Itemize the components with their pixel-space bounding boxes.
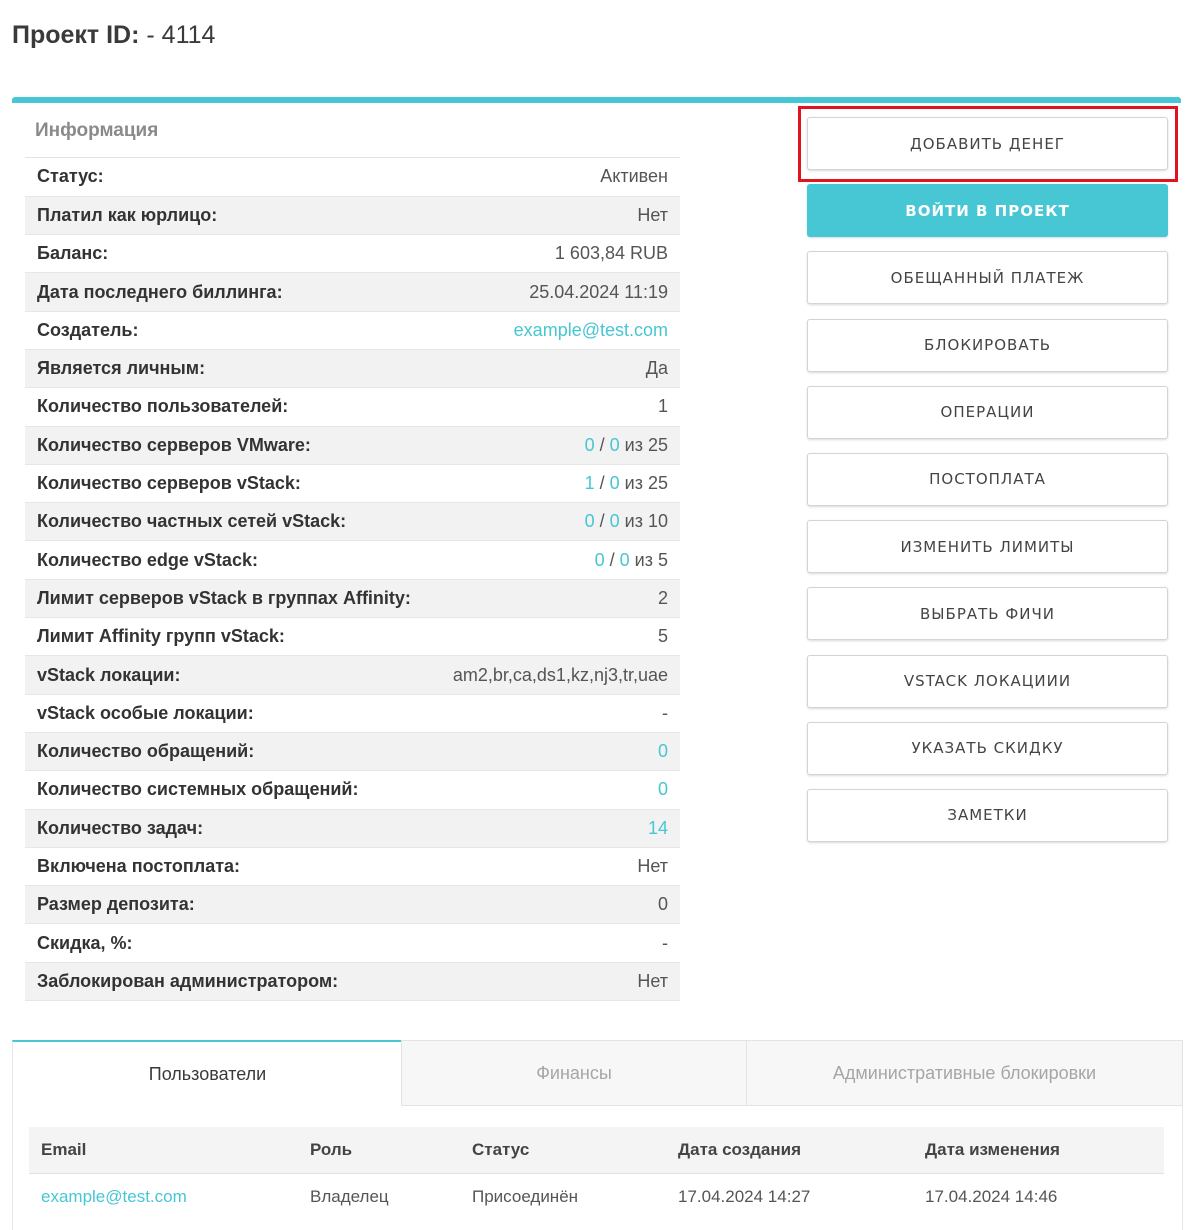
info-label: Количество пользователей: bbox=[25, 388, 366, 426]
info-value: am2,br,ca,ds1,kz,nj3,tr,uae bbox=[366, 656, 680, 694]
table-row bbox=[29, 1174, 1164, 1221]
info-row-postpaid bbox=[25, 847, 680, 885]
limit-text: из 25 bbox=[619, 434, 668, 455]
vstack-networks-b-link[interactable]: 0 bbox=[609, 511, 620, 532]
limit-text: из 25 bbox=[619, 473, 668, 494]
info-row-tasks bbox=[25, 809, 680, 847]
postpaid-button[interactable]: ПОСТОПЛАТА bbox=[807, 453, 1168, 506]
tabs-bar bbox=[12, 1040, 1183, 1106]
info-heading: Информация bbox=[25, 106, 680, 158]
info-row-tickets bbox=[25, 732, 680, 770]
tab-users[interactable]: Пользователи bbox=[12, 1040, 402, 1106]
vstack-networks-a-link[interactable]: 0 bbox=[584, 511, 595, 532]
info-row-legal-entity bbox=[25, 196, 680, 234]
info-label: Количество серверов vStack: bbox=[25, 464, 366, 502]
page-title bbox=[12, 18, 215, 52]
users-table-header bbox=[29, 1127, 1164, 1174]
info-row-admin-blocked bbox=[25, 962, 680, 1000]
separator: / bbox=[594, 434, 610, 455]
tasks-count-link[interactable]: 14 bbox=[647, 817, 668, 838]
info-label: Баланс: bbox=[25, 235, 366, 273]
set-discount-button[interactable]: УКАЗАТЬ СКИДКУ bbox=[807, 722, 1168, 775]
info-row-personal bbox=[25, 349, 680, 387]
info-value: 25.04.2024 11:19 bbox=[366, 273, 680, 311]
info-value: Активен bbox=[366, 158, 680, 196]
user-email-link[interactable]: example@test.com bbox=[41, 1187, 187, 1206]
vmware-servers-a-link[interactable]: 0 bbox=[584, 434, 595, 455]
info-label: Скидка, %: bbox=[25, 924, 366, 962]
add-money-button[interactable]: ДОБАВИТЬ ДЕНЕГ bbox=[807, 117, 1168, 170]
operations-button[interactable]: ОПЕРАЦИИ bbox=[807, 386, 1168, 439]
info-value bbox=[366, 464, 680, 502]
page-title-label: Проект ID: bbox=[12, 21, 140, 49]
info-label: Количество серверов VMware: bbox=[25, 426, 366, 464]
info-label: Платил как юрлицо: bbox=[25, 196, 366, 234]
info-value: Да bbox=[366, 349, 680, 387]
column-header-role: Роль bbox=[298, 1127, 460, 1174]
change-limits-button[interactable]: ИЗМЕНИТЬ ЛИМИТЫ bbox=[807, 520, 1168, 573]
user-role: Владелец bbox=[310, 1187, 389, 1206]
info-label: Количество системных обращений: bbox=[25, 771, 366, 809]
actions-panel bbox=[807, 117, 1168, 856]
column-header-created: Дата создания bbox=[666, 1127, 913, 1174]
info-value bbox=[366, 541, 680, 579]
info-row-vstack-edge bbox=[25, 541, 680, 579]
project-id: - 4114 bbox=[146, 21, 216, 49]
info-row-balance bbox=[25, 235, 680, 273]
separator: / bbox=[594, 511, 610, 532]
info-value: - bbox=[366, 924, 680, 962]
info-value: 5 bbox=[366, 618, 680, 656]
enter-project-button[interactable]: ВОЙТИ В ПРОЕКТ bbox=[807, 184, 1168, 237]
separator: / bbox=[604, 549, 620, 570]
info-row-system-tickets bbox=[25, 771, 680, 809]
column-header-status: Статус bbox=[460, 1127, 666, 1174]
info-row-vstack-special-locations bbox=[25, 694, 680, 732]
column-header-email: Email bbox=[29, 1127, 298, 1174]
info-row-affinity-servers-limit bbox=[25, 579, 680, 617]
accent-divider bbox=[12, 97, 1181, 103]
limit-text: из 10 bbox=[619, 511, 668, 532]
info-label: Включена постоплата: bbox=[25, 847, 366, 885]
info-row-vstack-locations bbox=[25, 656, 680, 694]
notes-button[interactable]: ЗАМЕТКИ bbox=[807, 789, 1168, 842]
user-created-date: 17.04.2024 14:27 bbox=[678, 1187, 811, 1206]
info-label: vStack локации: bbox=[25, 656, 366, 694]
column-header-modified: Дата изменения bbox=[913, 1127, 1164, 1174]
info-panel bbox=[25, 106, 680, 1001]
info-label: vStack особые локации: bbox=[25, 694, 366, 732]
user-status: Присоединён bbox=[472, 1187, 579, 1206]
info-label: Количество edge vStack: bbox=[25, 541, 366, 579]
info-value: 2 bbox=[366, 579, 680, 617]
info-value: - bbox=[366, 694, 680, 732]
info-value: Нет bbox=[366, 962, 680, 1000]
limit-text: из 5 bbox=[629, 549, 668, 570]
vstack-edge-b-link[interactable]: 0 bbox=[619, 549, 630, 570]
info-label: Количество обращений: bbox=[25, 732, 366, 770]
info-row-vmware-servers bbox=[25, 426, 680, 464]
info-label: Количество частных сетей vStack: bbox=[25, 503, 366, 541]
info-label: Дата последнего биллинга: bbox=[25, 273, 366, 311]
info-label: Создатель: bbox=[25, 311, 366, 349]
separator: / bbox=[594, 473, 610, 494]
vstack-servers-a-link[interactable]: 1 bbox=[584, 473, 595, 494]
info-label: Размер депозита: bbox=[25, 886, 366, 924]
info-table bbox=[25, 158, 680, 1001]
info-label: Лимит Affinity групп vStack: bbox=[25, 618, 366, 656]
info-value: Нет bbox=[366, 847, 680, 885]
info-label: Количество задач: bbox=[25, 809, 366, 847]
block-button[interactable]: БЛОКИРОВАТЬ bbox=[807, 319, 1168, 372]
info-row-vstack-networks bbox=[25, 503, 680, 541]
info-value bbox=[366, 426, 680, 464]
info-value: Нет bbox=[366, 196, 680, 234]
info-row-discount bbox=[25, 924, 680, 962]
creator-email-link[interactable]: example@test.com bbox=[513, 319, 668, 340]
info-row-deposit bbox=[25, 886, 680, 924]
select-features-button[interactable]: ВЫБРАТЬ ФИЧИ bbox=[807, 587, 1168, 640]
vstack-servers-b-link[interactable]: 0 bbox=[609, 473, 620, 494]
info-row-vstack-servers bbox=[25, 464, 680, 502]
info-value bbox=[366, 503, 680, 541]
tab-admin-blocks[interactable]: Административные блокировки bbox=[746, 1040, 1183, 1106]
vmware-servers-b-link[interactable]: 0 bbox=[609, 434, 620, 455]
info-row-affinity-groups-limit bbox=[25, 618, 680, 656]
info-label: Лимит серверов vStack в группах Affinity: bbox=[25, 579, 366, 617]
info-value: 1 bbox=[366, 388, 680, 426]
info-label: Статус: bbox=[25, 158, 366, 196]
info-label: Заблокирован администратором: bbox=[25, 962, 366, 1000]
info-row-last-billing bbox=[25, 273, 680, 311]
info-label: Является личным: bbox=[25, 349, 366, 387]
tickets-count-link[interactable]: 0 bbox=[657, 741, 668, 762]
users-table bbox=[29, 1127, 1164, 1220]
vstack-locations-button[interactable]: VSTACK ЛОКАЦИИИ bbox=[807, 655, 1168, 708]
info-value: 0 bbox=[366, 886, 680, 924]
user-modified-date: 17.04.2024 14:46 bbox=[925, 1187, 1058, 1206]
info-row-status bbox=[25, 158, 680, 196]
tab-finance[interactable]: Финансы bbox=[401, 1040, 747, 1106]
promised-payment-button[interactable]: ОБЕЩАННЫЙ ПЛАТЕЖ bbox=[807, 251, 1168, 304]
system-tickets-count-link[interactable]: 0 bbox=[657, 779, 668, 800]
info-row-users-count bbox=[25, 388, 680, 426]
vstack-edge-a-link[interactable]: 0 bbox=[594, 549, 605, 570]
info-row-creator bbox=[25, 311, 680, 349]
info-value: 1 603,84 RUB bbox=[366, 235, 680, 273]
